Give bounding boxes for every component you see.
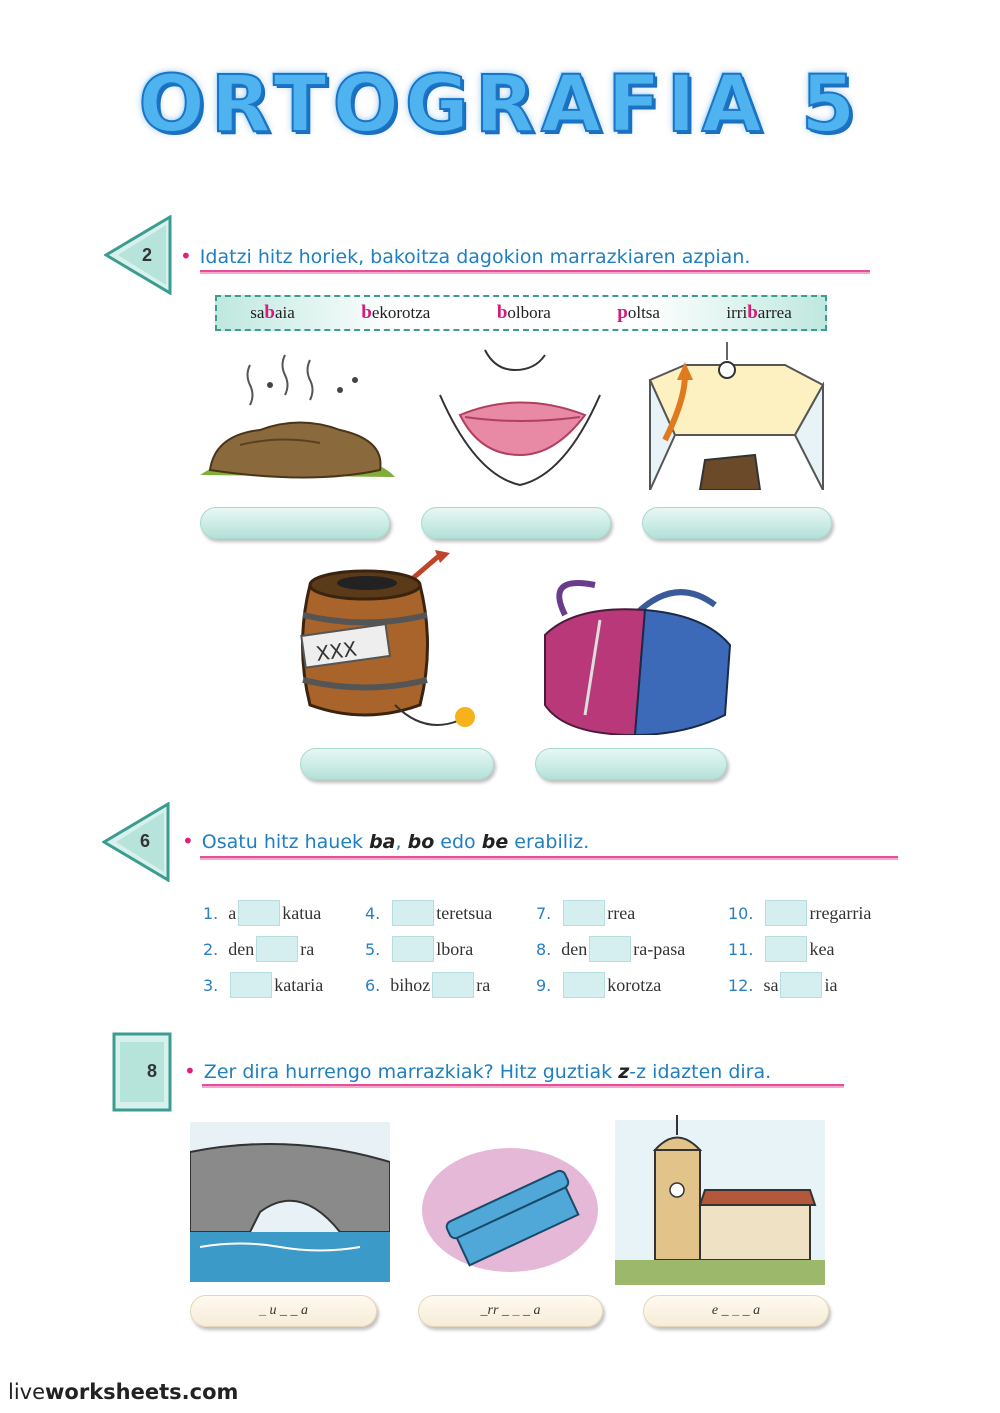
answer-field-5[interactable] xyxy=(535,748,727,780)
instruction-6: • Osatu hitz hauek ba, bo edo be erabiliz. xyxy=(182,829,590,853)
word-bank xyxy=(215,295,827,331)
smiling-mouth-picture xyxy=(435,345,605,490)
exercise-item-7: 7. rrea xyxy=(536,900,635,926)
hint-field-church[interactable]: e _ _ _ a xyxy=(643,1295,829,1327)
gap-input[interactable] xyxy=(765,900,807,926)
section-badge-2 xyxy=(104,215,174,295)
bag-picture xyxy=(535,575,735,735)
exercise-item-10: 10. rregarria xyxy=(728,900,871,926)
word-bekorotza: bekorotza xyxy=(361,302,431,323)
page-title: ORTOGRAFIA 5 xyxy=(138,60,862,150)
gap-input[interactable] xyxy=(563,900,605,926)
exercise-item-9: 9. korotza xyxy=(536,972,661,998)
exercise-item-5: 5. lbora xyxy=(365,936,473,962)
ceiling-room-picture xyxy=(645,340,825,490)
exercise-item-4: 4. teretsua xyxy=(365,900,492,926)
hint-field-comb[interactable]: _rr _ _ _ a xyxy=(418,1295,603,1327)
answer-field-2[interactable] xyxy=(421,507,611,539)
instruction-underline xyxy=(200,270,870,274)
word-irribarrea: irribarrea xyxy=(726,302,792,323)
section-badge-8 xyxy=(104,1032,174,1112)
blue-comb-picture xyxy=(420,1140,600,1280)
stone-bridge-picture xyxy=(190,1122,390,1282)
answer-field-3[interactable] xyxy=(642,507,832,539)
exercise-item-6: 6. bihoz ra xyxy=(365,972,490,998)
gap-input[interactable] xyxy=(230,972,272,998)
word-sabaia: sabaia xyxy=(250,302,295,323)
instruction-2: • Idatzi hitz horiek, bakoitza dagokion marrazkiaren azpian. xyxy=(180,244,751,268)
dung-pile-picture xyxy=(190,345,400,490)
answer-field-1[interactable] xyxy=(200,507,390,539)
section-number-2: 2 xyxy=(142,245,153,265)
word-bolbora: bolbora xyxy=(496,302,551,323)
gap-input[interactable] xyxy=(563,972,605,998)
gap-input[interactable] xyxy=(392,936,434,962)
section-number-8: 8 xyxy=(147,1061,158,1081)
section-number-6: 6 xyxy=(140,831,151,851)
hint-field-bridge[interactable]: _ u _ _ a xyxy=(190,1295,377,1327)
gap-input[interactable] xyxy=(780,972,822,998)
instruction-underline xyxy=(202,1084,844,1088)
exercise-item-1: 1. a katua xyxy=(203,900,321,926)
gap-input[interactable] xyxy=(392,900,434,926)
answer-field-4[interactable] xyxy=(300,748,494,780)
church-picture xyxy=(615,1110,825,1285)
gap-input[interactable] xyxy=(238,900,280,926)
exercise-item-12: 12. sa ia xyxy=(728,972,837,998)
gap-input[interactable] xyxy=(765,936,807,962)
section-badge-6 xyxy=(102,802,172,882)
exercise-item-3: 3. kataria xyxy=(203,972,323,998)
gunpowder-barrel-picture xyxy=(295,545,505,745)
gap-input[interactable] xyxy=(589,936,631,962)
gap-input[interactable] xyxy=(256,936,298,962)
word-poltsa: poltsa xyxy=(617,302,660,323)
exercise-item-11: 11. kea xyxy=(728,936,834,962)
liveworksheets-logo: liveworksheets.com xyxy=(8,1380,239,1404)
instruction-8: • Zer dira hurrengo marrazkiak? Hitz guztiak z-z idazten dira. xyxy=(184,1059,772,1083)
exercise-item-2: 2. den ra xyxy=(203,936,314,962)
instruction-underline xyxy=(200,856,898,860)
barrel-label: XXX xyxy=(314,636,359,667)
gap-input[interactable] xyxy=(432,972,474,998)
exercise-item-8: 8. den ra-pasa xyxy=(536,936,685,962)
